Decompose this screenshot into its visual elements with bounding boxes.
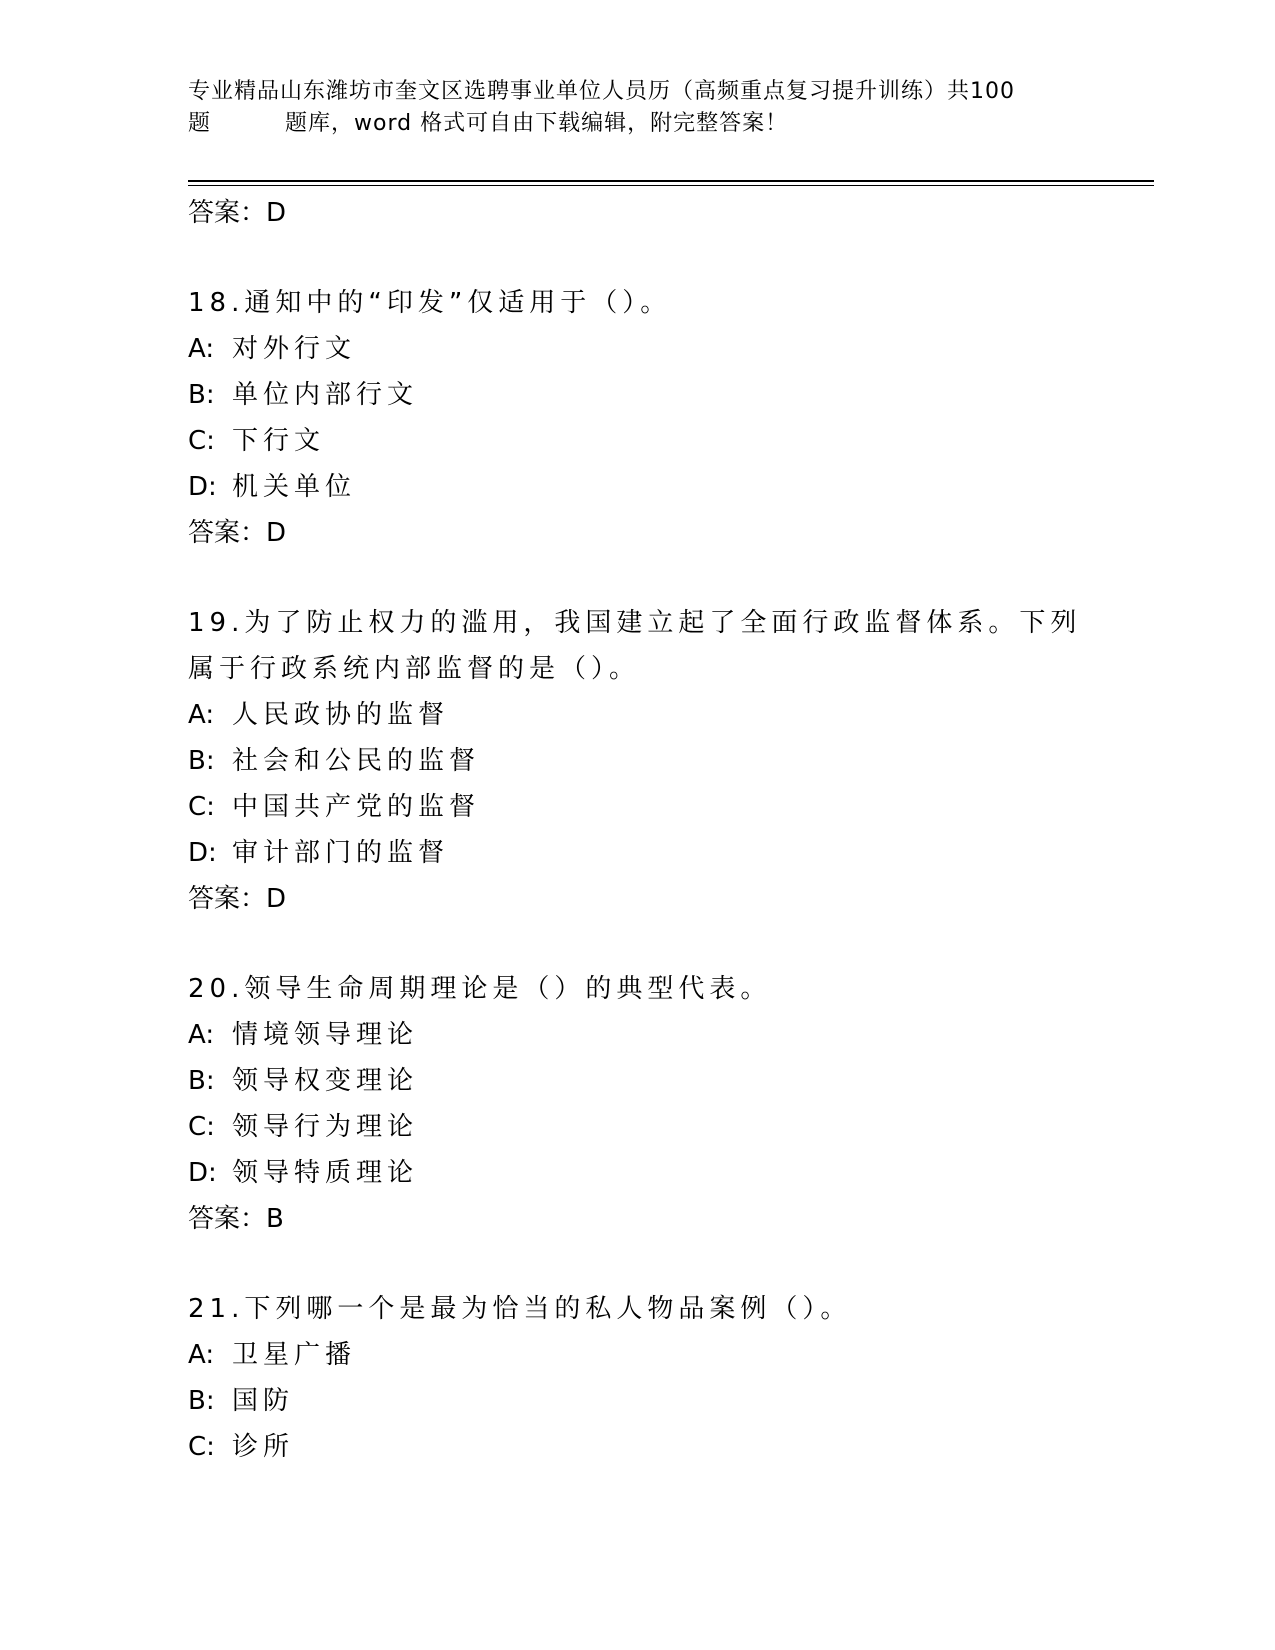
- option-text: 卫星广播: [232, 1340, 357, 1370]
- option-c: [188, 1424, 1088, 1470]
- option-d: [188, 1150, 1088, 1196]
- question-stem: 20.领导生命周期理论是（）的典型代表。: [188, 974, 772, 1004]
- option-text: 审计部门的监督: [232, 838, 450, 868]
- header-subtitle-line: [188, 108, 1088, 140]
- option-text: 国防: [232, 1386, 295, 1416]
- answer-line: 答案：D: [188, 884, 287, 914]
- option-a: [188, 1012, 1088, 1058]
- option-text: 中国共产党的监督: [232, 792, 481, 822]
- option-letter: C:: [188, 1112, 215, 1142]
- option-c: [188, 418, 1088, 464]
- header-divider-thin: [188, 185, 1154, 186]
- option-letter: A:: [188, 1020, 215, 1050]
- option-letter: C:: [188, 792, 215, 822]
- option-letter: B:: [188, 746, 215, 776]
- question-21: [188, 1286, 1088, 1470]
- question-stem: 21.下列哪一个是最为恰当的私人物品案例（）。: [188, 1294, 852, 1324]
- header-line2-left: 题: [188, 111, 212, 136]
- document-header: [188, 76, 1088, 140]
- option-d: [188, 464, 1088, 510]
- option-letter: A:: [188, 700, 215, 730]
- option-letter: C:: [188, 426, 215, 456]
- option-letter: C:: [188, 1432, 215, 1462]
- question-18: [188, 280, 1088, 556]
- option-c: [188, 1104, 1088, 1150]
- option-b: [188, 738, 1088, 784]
- option-text: 机关单位: [232, 472, 357, 502]
- option-letter: B:: [188, 1066, 215, 1096]
- option-b: [188, 1378, 1088, 1424]
- header-line2-right: 题库，word 格式可自由下载编辑，附完整答案！: [285, 111, 789, 136]
- option-text: 领导行为理论: [232, 1112, 419, 1142]
- option-a: [188, 692, 1088, 738]
- option-text: 社会和公民的监督: [232, 746, 481, 776]
- option-text: 对外行文: [232, 334, 357, 364]
- question-20: [188, 966, 1088, 1242]
- option-text: 单位内部行文: [232, 380, 419, 410]
- option-text: 下行文: [232, 426, 326, 456]
- question-19: [188, 600, 1088, 922]
- option-letter: B:: [188, 380, 215, 410]
- option-text: 情境领导理论: [232, 1020, 419, 1050]
- answer-line: 答案：B: [188, 1204, 284, 1234]
- option-text: 领导特质理论: [232, 1158, 419, 1188]
- question-stem: 19.为了防止权力的滥用，我国建立起了全面行政监督体系。下列属于行政系统内部监督的是（）。: [188, 608, 1082, 684]
- answer-line: 答案：D: [188, 518, 287, 548]
- option-b: [188, 1058, 1088, 1104]
- option-text: 领导权变理论: [232, 1066, 419, 1096]
- option-letter: A:: [188, 334, 215, 364]
- option-c: [188, 784, 1088, 830]
- answer-line: 答案：D: [188, 198, 287, 228]
- option-letter: D:: [188, 1158, 217, 1188]
- header-divider-thick: [188, 180, 1154, 182]
- option-a: [188, 326, 1088, 372]
- option-letter: B:: [188, 1386, 215, 1416]
- option-b: [188, 372, 1088, 418]
- option-letter: D:: [188, 472, 217, 502]
- option-letter: D:: [188, 838, 217, 868]
- question-stem: 18.通知中的“印发”仅适用于（）。: [188, 288, 672, 318]
- header-title-line: 专业精品山东潍坊市奎文区选聘事业单位人员历（高频重点复习提升训练）共100: [188, 79, 1015, 104]
- option-d: [188, 830, 1088, 876]
- option-a: [188, 1332, 1088, 1378]
- document-body: [188, 190, 1088, 1470]
- option-text: 诊所: [232, 1432, 295, 1462]
- option-letter: A:: [188, 1340, 215, 1370]
- option-text: 人民政协的监督: [232, 700, 450, 730]
